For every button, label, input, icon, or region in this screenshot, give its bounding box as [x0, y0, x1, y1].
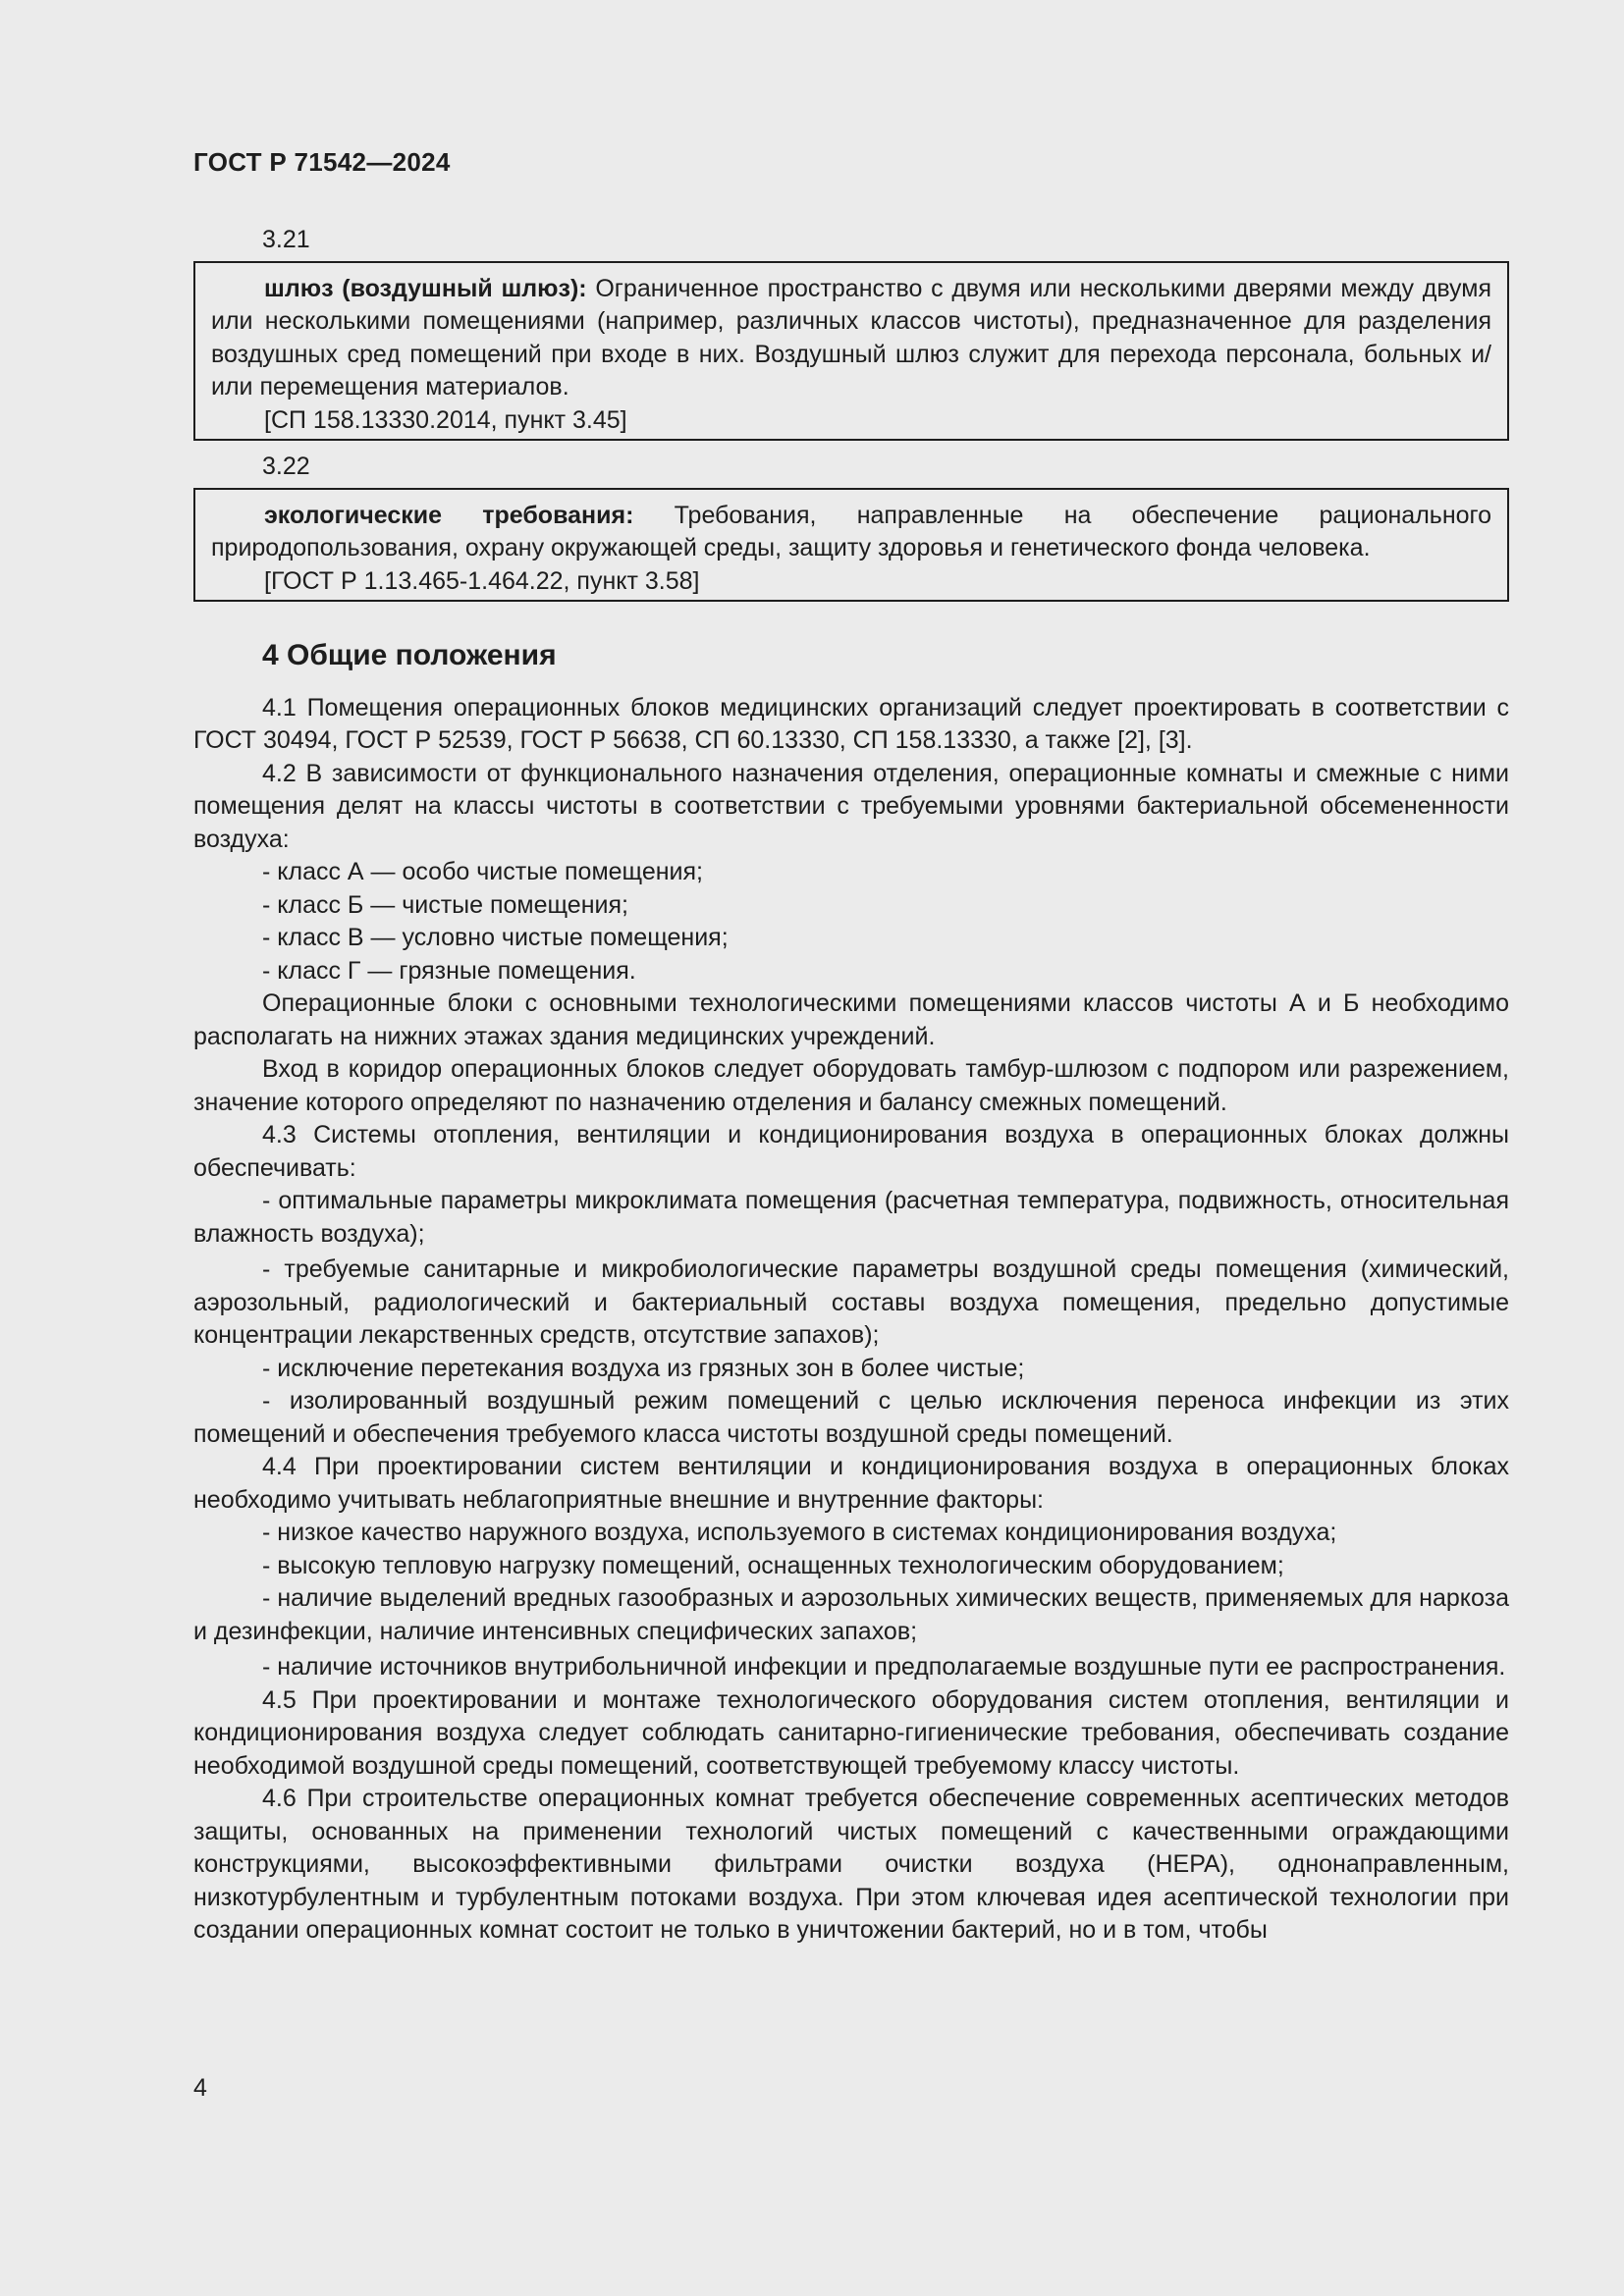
paragraph-4-1: 4.1 Помещения операционных блоков медицинских организаций следует проектировать в соответствии с ГОСТ 30494, ГОСТ Р 52539, ГОСТ Р 56638, СП 60.13330, СП 158.13330, а также [2], [3]. — [193, 693, 1509, 754]
page-number: 4 — [193, 2074, 207, 2102]
term-box-3-22 — [193, 488, 1509, 603]
document-header: ГОСТ Р 71542—2024 — [193, 147, 451, 177]
list-item: - оптимальные параметры микроклимата помещения (расчетная температура, подвижность, относительная влажность воздуха); — [193, 1187, 1509, 1248]
list-item: - низкое качество наружного воздуха, используемого в системах кондиционирования воздуха; — [262, 1519, 1337, 1546]
term-definition-3-22 — [211, 500, 1491, 565]
list-item: - класс Г — грязные помещения. — [262, 956, 636, 985]
term-source-3-21: [СП 158.13330.2014, пункт 3.45] — [264, 405, 627, 434]
paragraph-4-5: 4.5 При проектировании и монтаже технологического оборудования систем отопления, вентиляции и кондиционирования воздуха следует соблюдать санитарно-гигиенические требования, обеспечивать создание необходимой воздушной среды помещений, соответствующей требуемому классу чистоты. — [193, 1685, 1509, 1780]
page-content — [193, 224, 1509, 1948]
paragraph-blocks: Операционные блоки с основными технологическими помещениями классов чистоты А и Б необходимо располагать на нижних этажах здания медицинских учреждений. — [193, 989, 1509, 1050]
list-item: - класс В — условно чистые помещения; — [262, 924, 729, 951]
section-title: 4 Общие положения — [262, 639, 557, 671]
list-item: - класс Б — чистые помещения; — [262, 890, 628, 919]
list-item: - высокую тепловую нагрузку помещений, оснащенных технологическим оборудованием; — [262, 1551, 1284, 1579]
list-item: - класс А — особо чистые помещения; — [262, 858, 703, 885]
term-text-3-21: Ограниченное пространство с двумя или несколькими дверями между двумя или несколькими помещениями (например, различных классов чистоты), предназначенное для разделения воздушных сред помещений при входе в них. Воздушный шлюз служит для перехода персонала, больных и/или перемещения материалов. — [211, 274, 1491, 400]
list-item: - наличие источников внутрибольничной инфекции и предполагаемые воздушные пути ее распространения. — [262, 1653, 1506, 1681]
term-number-3-21: 3.21 — [262, 226, 310, 253]
paragraph-4-4: 4.4 При проектировании систем вентиляции и кондиционирования воздуха в операционных блоках необходимо учитывать неблагоприятные внешние и внутренние факторы: — [193, 1453, 1509, 1514]
term-name-3-21: шлюз (воздушный шлюз): — [264, 274, 587, 302]
list-item: - изолированный воздушный режим помещений с целью исключения переноса инфекции из этих помещений и обеспечения требуемого класса чистоты воздушной среды помещений. — [193, 1387, 1509, 1448]
paragraph-4-6: 4.6 При строительстве операционных комнат требуется обеспечение современных асептических методов защиты, основанных на применении технологий чистых помещений с качественными ограждающими конструкциями, высокоэффективными фильтрами очистки воздуха (HEPA), однонаправленным, низкотурбулентным и турбулентным потоками воздуха. При этом ключевая идея асептической технологии при создании операционных комнат состоит не только в уничтожении бактерий, но и в том, чтобы — [193, 1785, 1509, 1944]
term-name-3-22: экологические требования: — [264, 501, 634, 529]
list-item: - наличие выделений вредных газообразных и аэрозольных химических веществ, применяемых для наркоза и дезинфекции, наличие интенсивных специфических запахов; — [193, 1584, 1509, 1645]
term-box-3-21 — [193, 261, 1509, 442]
list-item: - исключение перетекания воздуха из грязных зон в более чистые; — [262, 1354, 1025, 1382]
paragraph-entry: Вход в коридор операционных блоков следует оборудовать тамбур-шлюзом с подпором или разрежением, значение которого определяют по назначению отделения и балансу смежных помещений. — [193, 1055, 1509, 1116]
paragraph-4-3: 4.3 Системы отопления, вентиляции и кондиционирования воздуха в операционных блоках должны обеспечивать: — [193, 1121, 1509, 1182]
paragraph-4-2: 4.2 В зависимости от функционального назначения отделения, операционные комнаты и смежные с ними помещения делят на классы чистоты в соответствии с требуемыми уровнями бактериальной обсемененности воздуха: — [193, 759, 1509, 853]
term-text-3-22: Требования, направленные на обеспечение рационального природопользования, охрану окружающей среды, защиту здоровья и генетического фонда человека. — [211, 501, 1491, 561]
list-item: - требуемые санитарные и микробиологические параметры воздушной среды помещения (химический, аэрозольный, радиологический и бактериальный составы воздуха помещения, предельно допустимые концентрации лекарственных средств, отсутствие запахов); — [193, 1255, 1509, 1349]
term-number-3-22: 3.22 — [262, 453, 310, 480]
term-source-3-22: [ГОСТ Р 1.13.465-1.464.22, пункт 3.58] — [264, 566, 700, 595]
term-definition-3-21 — [211, 273, 1491, 404]
